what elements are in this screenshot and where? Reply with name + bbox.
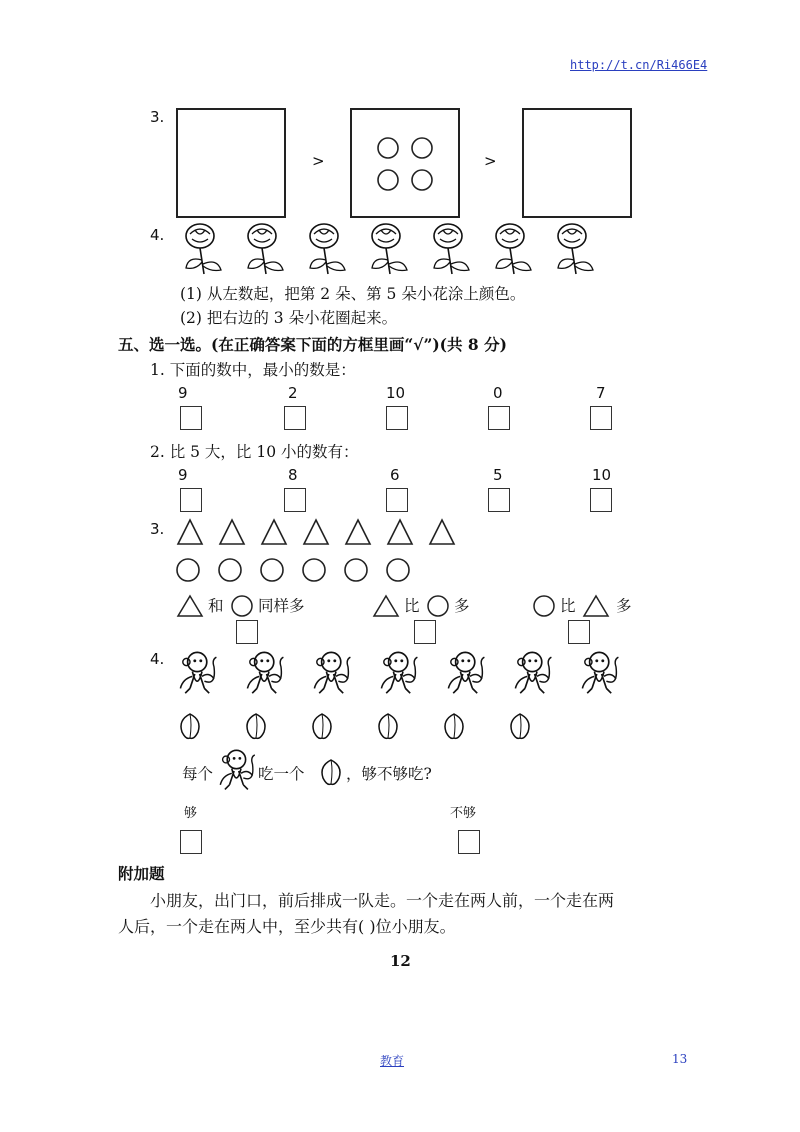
triangle-icon [220,520,244,544]
s5-q1-option-3: 10 [386,384,406,402]
s5-q2-option-3: 6 [390,466,400,484]
circle-icon [387,559,409,581]
flower-row [176,222,616,278]
triangle-icon [346,520,370,544]
circle-row [176,556,416,586]
peach-icon [445,714,463,738]
s5-q2-answer-box-5[interactable] [590,488,612,512]
s5-q2-option-1: 9 [178,466,188,484]
s5-q2-prompt: 2. 比 5 大，比 10 小的数有： [150,443,359,461]
s5-q4-answer-box-not-enough[interactable] [458,830,480,854]
s5-q1-answer-box-1[interactable] [180,406,202,430]
s5-q2-option-2: 8 [288,466,298,484]
s5-q4-answer-box-enough[interactable] [180,830,202,854]
peach-icon [181,714,199,738]
flower-icon [496,224,531,274]
s5-q2-answer-box-1[interactable] [180,488,202,512]
circle-icon [177,559,199,581]
circle-icon [230,594,254,618]
circle-icon [426,594,450,618]
s5-q1-prompt: 1. 下面的数中，最小的数是： [150,361,356,379]
flower-icon [248,224,283,274]
s5-q1-option-2: 2 [288,384,298,402]
peach-icon [511,714,529,738]
s5-q2-option-4: 5 [493,466,503,484]
circle-icon [345,559,367,581]
triangle-icon [178,520,202,544]
s5-q4-number: 4. [150,650,165,668]
s5-q4-question-part1: 每个 [182,765,214,783]
s5-q1-option-4: 0 [493,384,503,402]
choice1-and-text: 和 [208,597,224,615]
monkey-icon [220,750,255,789]
triangle-icon [430,520,454,544]
s5-q4-option-enough: 够 [184,806,198,821]
footer-page-number: 13 [672,1052,688,1066]
s5-q1-answer-box-4[interactable] [488,406,510,430]
s5-q3-answer-box-3[interactable] [568,620,590,644]
peach-icon [322,760,340,784]
triangle-icon [372,594,400,618]
triangle-icon [304,520,328,544]
s5-q4-option-not-enough: 不够 [450,806,477,821]
peach-icon [379,714,397,738]
s5-q2-answer-box-4[interactable] [488,488,510,512]
flower-icon [558,224,593,274]
s5-q3-number: 3. [150,520,165,538]
monkey-row [176,644,616,698]
s5-q2-answer-box-2[interactable] [284,488,306,512]
compare-symbol-2: > [484,152,497,170]
s5-q3-answer-box-1[interactable] [236,620,258,644]
header-url-link[interactable]: http://t.cn/Ri466E4 [570,58,708,72]
monkey-icon [216,742,256,798]
flower-icon [186,224,221,274]
triangle-icon [176,594,204,618]
s5-q1-answer-box-2[interactable] [284,406,306,430]
s5-q1-answer-box-3[interactable] [386,406,408,430]
compare-box-right [522,108,632,218]
choice3-and-text: 比 [560,597,576,615]
section5-title: 五、选一选。(在正确答案下面的方框里画“√”)(共 8 分) [118,335,507,354]
bonus-line-2: 人后，一个走在两人中，至少共有( )位小朋友。 [118,917,456,936]
circle-icon [261,559,283,581]
choice2-tail-text: 多 [454,597,470,615]
s5-q4-question-part2: 吃一个 [258,765,305,783]
s5-q1-option-1: 9 [178,384,188,402]
circle-icon [532,594,556,618]
triangle-row [176,518,466,548]
triangle-icon [388,520,412,544]
s5-q4-question-part3: ，够不够吃? [346,765,432,783]
compare-symbol-1: > [312,152,325,170]
compare-box-left [176,108,286,218]
monkey-icon [247,652,283,693]
footer-link[interactable]: 教育 [380,1054,405,1068]
monkey-icon [515,652,551,693]
q4-instruction-1: (1) 从左数起，把第 2 朵、第 5 朵小花涂上颜色。 [180,285,526,303]
triangle-icon [582,594,610,618]
monkey-icon [381,652,417,693]
q4-number: 4. [150,226,165,244]
compare-box-middle [350,108,460,218]
four-circles-icon [352,110,458,216]
monkey-icon [314,652,350,693]
s5-q3-choices [176,590,656,620]
flower-icon [372,224,407,274]
s5-q3-answer-box-2[interactable] [414,620,436,644]
peach-icon [318,756,344,784]
flower-icon [310,224,345,274]
monkey-icon [448,652,484,693]
s5-q1-option-5: 7 [596,384,606,402]
bonus-line-1: 小朋友，出门口，前后排成一队走。一个走在两人前，一个走在两 [150,891,615,910]
monkey-icon [180,652,216,693]
q4-instruction-2: (2) 把右边的 3 朵小花圈起来。 [180,309,398,327]
circle-icon [219,559,241,581]
page-number: 12 [390,952,411,970]
monkey-icon [582,652,618,693]
s5-q2-answer-box-3[interactable] [386,488,408,512]
flower-icon [434,224,469,274]
bonus-title: 附加题 [118,864,165,883]
s5-q1-answer-box-5[interactable] [590,406,612,430]
s5-q2-option-5: 10 [592,466,612,484]
q3-number: 3. [150,108,165,126]
choice1-tail-text: 同样多 [258,597,305,615]
circle-icon [303,559,325,581]
peach-row [176,708,556,746]
choice3-tail-text: 多 [616,597,632,615]
triangle-icon [262,520,286,544]
peach-icon [313,714,331,738]
choice2-and-text: 比 [404,597,420,615]
peach-icon [247,714,265,738]
